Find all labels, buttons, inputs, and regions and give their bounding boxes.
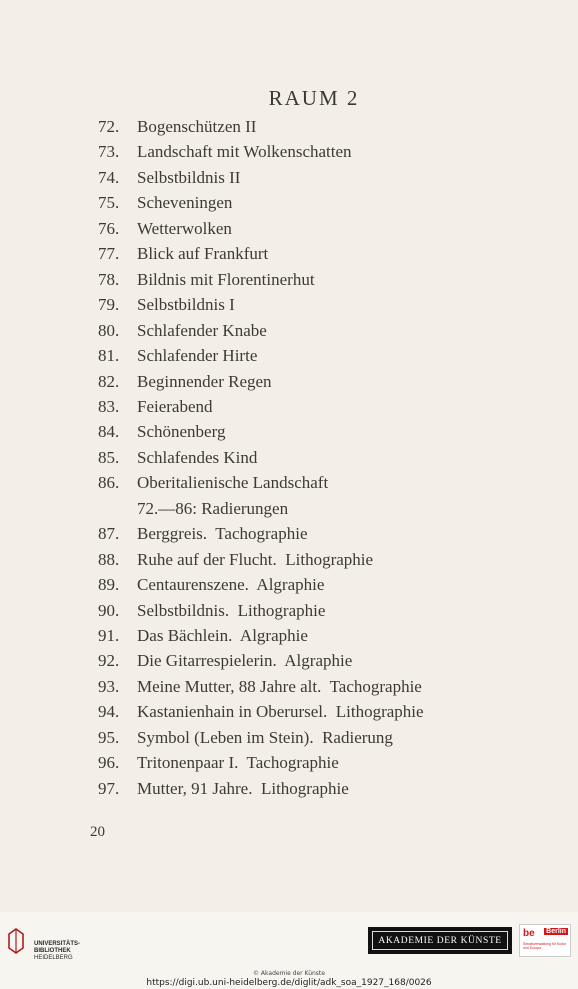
berlin-logo[interactable] xyxy=(519,924,571,957)
entry-title: Selbstbildnis. Lithographie xyxy=(137,600,326,620)
entry-number: 86. xyxy=(98,473,120,493)
entry-title: Oberitalienische Landschaft xyxy=(137,473,329,493)
catalog-entry xyxy=(98,422,225,442)
copyright-text: © Akademie der Künste xyxy=(253,970,325,977)
entry-number: 95. xyxy=(98,727,120,747)
entry-number: 75. xyxy=(98,193,120,213)
catalog-entry xyxy=(98,244,268,264)
berlin-label: Berlin xyxy=(546,928,566,935)
entry-number: 85. xyxy=(98,447,120,467)
catalog-entry xyxy=(98,601,325,621)
berlin-subtitle: Senatsverwaltung für Kultur und Europa xyxy=(523,942,566,950)
entry-title: Beginnender Regen xyxy=(137,371,272,391)
entry-number: 90. xyxy=(98,600,120,620)
entry-title: Scheveningen xyxy=(137,193,233,213)
catalog-entry xyxy=(98,168,240,188)
entry-number: 87. xyxy=(98,524,120,544)
entry-number: 88. xyxy=(98,549,120,569)
entry-title: Tritonenpaar I. Tachographie xyxy=(137,753,339,773)
catalog-entry xyxy=(98,626,308,646)
akademie-der-kuenste-logo[interactable] xyxy=(368,927,512,954)
entry-number: 82. xyxy=(98,371,120,391)
entry-title: Centaurenszene. Algraphie xyxy=(137,575,325,595)
entry-title: Wetterwolken xyxy=(137,218,232,238)
catalog-entry xyxy=(98,728,393,748)
catalog-entry xyxy=(98,702,424,722)
entry-number: 80. xyxy=(98,320,120,340)
entry-title: Schlafender Knabe xyxy=(137,320,267,340)
catalog-entry xyxy=(98,346,257,366)
entry-number: 73. xyxy=(98,142,120,162)
entry-number: 81. xyxy=(98,346,120,366)
entry-number: 78. xyxy=(98,269,120,289)
entry-number: 74. xyxy=(98,167,120,187)
permalink-url[interactable]: https://digi.ub.uni-heidelberg.de/diglit/adk_soa_1927_168/0026 xyxy=(146,978,432,988)
catalog-entry xyxy=(98,651,352,671)
catalog-entry xyxy=(98,575,324,595)
entry-number: 72. xyxy=(98,117,120,136)
catalog-entry xyxy=(98,193,232,213)
entry-title: Bogenschützen II xyxy=(137,117,257,136)
catalog-note xyxy=(98,499,288,519)
university-seal-icon xyxy=(6,926,26,956)
entry-number: 84. xyxy=(98,422,120,442)
entry-title: Landschaft mit Wolkenschatten xyxy=(137,142,352,162)
entry-number: 97. xyxy=(98,778,120,798)
catalog-entry xyxy=(98,270,315,290)
entry-title: Schönenberg xyxy=(137,422,226,442)
entry-number: 77. xyxy=(98,244,120,264)
room-heading: RAUM 2 xyxy=(268,86,360,110)
catalog-entry xyxy=(98,397,213,417)
catalog-entry xyxy=(98,524,308,544)
library-line-3: HEIDELBERG xyxy=(34,955,73,961)
entry-title: Meine Mutter, 88 Jahre alt. Tachographie xyxy=(137,676,422,696)
entry-title: Feierabend xyxy=(137,396,213,416)
entry-title: Ruhe auf der Flucht. Lithographie xyxy=(137,549,374,569)
entry-title: 72.—86: Radierungen xyxy=(137,498,289,518)
viewer-footer xyxy=(0,912,578,989)
entry-number: 83. xyxy=(98,396,120,416)
entry-title: Selbstbildnis II xyxy=(137,167,241,187)
entry-title: Schlafender Hirte xyxy=(137,346,258,366)
catalog-entry xyxy=(98,779,349,799)
catalog-entry xyxy=(98,448,257,468)
catalog-entry xyxy=(98,473,328,493)
catalog-entry xyxy=(98,372,272,392)
entry-title: Mutter, 91 Jahre. Lithographie xyxy=(137,778,349,798)
library-line-2: BIBLIOTHEK xyxy=(34,948,71,954)
catalog-entry xyxy=(98,550,373,570)
berlin-be-mark: be xyxy=(523,928,535,939)
entry-number: 94. xyxy=(98,702,120,722)
entry-title: Kastanienhain in Oberursel. Lithographie xyxy=(137,702,424,722)
catalog-entry xyxy=(98,219,232,239)
entry-title: Selbstbildnis I xyxy=(137,295,235,315)
university-library-logo[interactable] xyxy=(6,926,86,962)
catalog-entry xyxy=(98,677,422,697)
entry-title: Symbol (Leben im Stein). Radierung xyxy=(137,727,393,747)
catalog-entry xyxy=(98,142,352,162)
entry-title: Berggreis. Tachographie xyxy=(137,524,308,544)
entry-number: 76. xyxy=(98,218,120,238)
entry-title: Schlafendes Kind xyxy=(137,447,258,467)
entry-number: 92. xyxy=(98,651,120,671)
catalog-entry xyxy=(98,321,267,341)
page-number: 20 xyxy=(90,824,105,840)
catalog-entry xyxy=(98,117,256,137)
entry-number: 89. xyxy=(98,575,120,595)
entry-number: 93. xyxy=(98,676,120,696)
library-line-1: UNIVERSITÄTS- xyxy=(34,941,81,947)
entry-title: Die Gitarrespielerin. Algraphie xyxy=(137,651,353,671)
entry-title: Bildnis mit Florentinerhut xyxy=(137,269,315,289)
entry-number: 91. xyxy=(98,626,120,645)
entry-title: Blick auf Frankfurt xyxy=(137,244,269,264)
entry-number: 79. xyxy=(98,295,120,315)
catalog-entry xyxy=(98,295,235,315)
entry-title: Das Bächlein. Algraphie xyxy=(137,626,308,645)
entry-number: 96. xyxy=(98,753,120,773)
adk-label: AKADEMIE DER KÜNSTE xyxy=(372,931,508,950)
catalog-entry xyxy=(98,753,339,773)
